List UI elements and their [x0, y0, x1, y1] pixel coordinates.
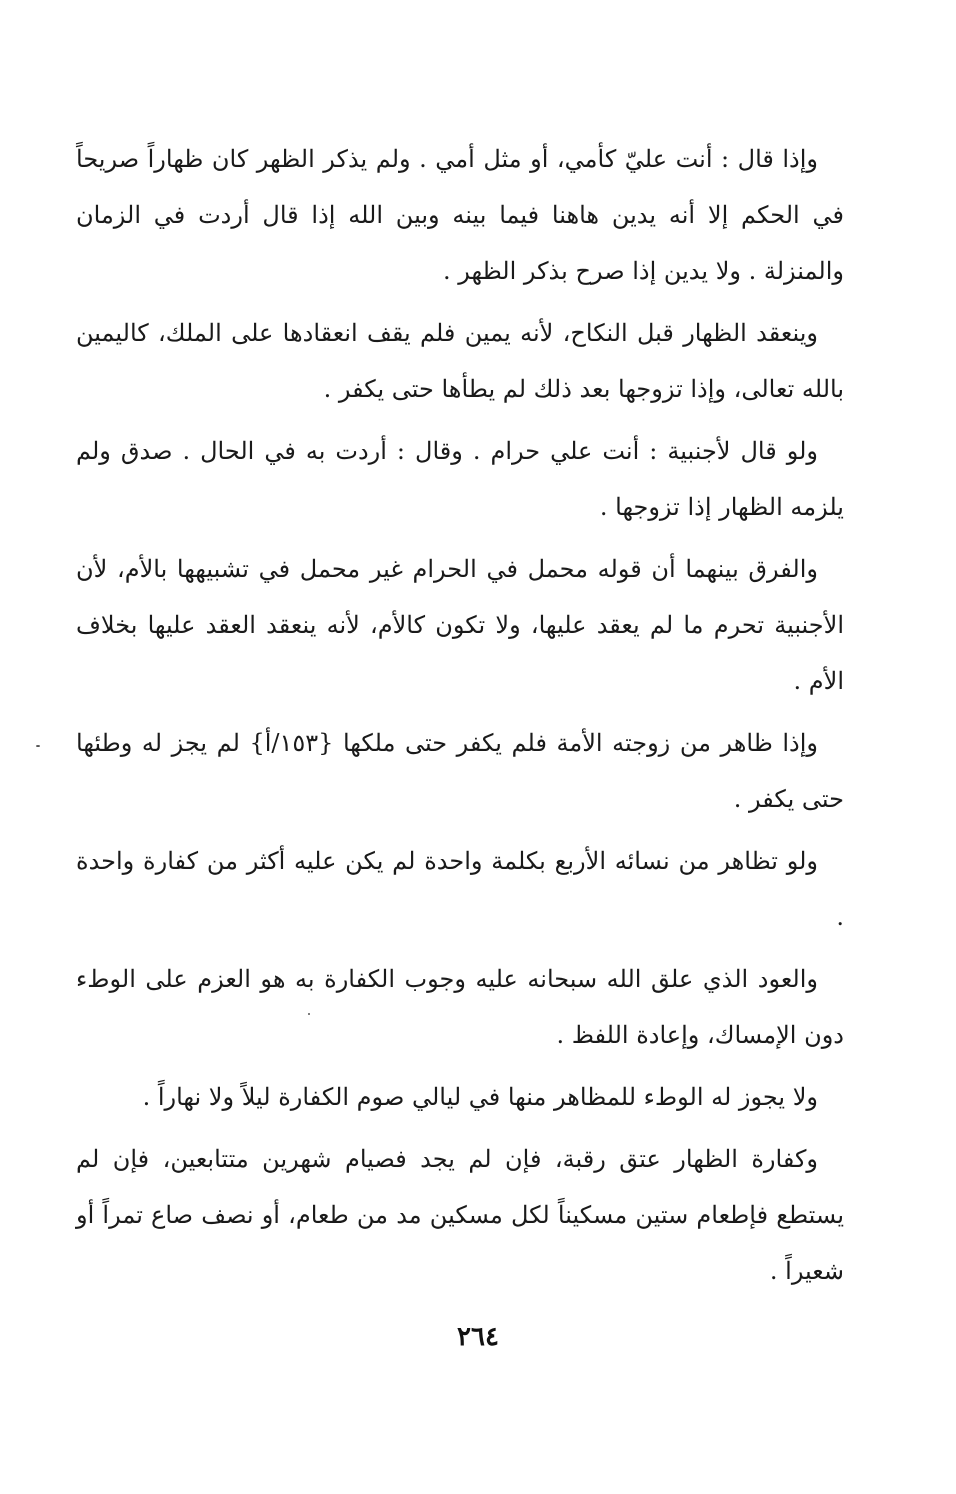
paragraph-1: وإذا قال : أنت عليّ كأمي، أو مثل أمي . ولم يذكر الظهر كان ظهاراً صريحاً في الحكم إلا أنه يدين هاهنا فيما بينه وبين الله إذا قال أردت في الزمان والمنزلة . ولا يدين إذا صرح بذكر الظهر . [76, 145, 844, 285]
scan-speck [308, 1013, 310, 1015]
scan-speck [36, 745, 40, 747]
paragraph-9: وكفارة الظهار عتق رقبة، فإن لم يجد فصيام شهرين متتابعين، فإن لم يستطع فإطعام ستين مسكيناً لكل مسكين مد من طعام، أو نصف صاع تمراً أو شعيراً . [76, 1145, 844, 1285]
page-number: ٢٦٤ [457, 1322, 499, 1352]
paragraph-6: ولو تظاهر من نسائه الأربع بكلمة واحدة لم يكن عليه أكثر من كفارة واحدة . [76, 847, 844, 931]
paragraph-8: ولا يجوز له الوطء للمظاهر منها في ليالي صوم الكفارة ليلاً ولا نهاراً . [142, 1083, 818, 1111]
paragraph-4: والفرق بينهما أن قوله محمل في الحرام غير محمل في تشبيهها بالأم، لأن الأجنبية تحرم ما لم يعقد عليها، ولا تكون كالأم، لأنه ينعقد العقد عليها بخلاف الأم . [76, 555, 844, 695]
paragraph-5: وإذا ظاهر من زوجته الأمة فلم يكفر حتى ملكها {١٥٣/أ} لم يجز له وطئها حتى يكفر . [76, 729, 844, 813]
paragraph-3: ولو قال لأجنبية : أنت علي حرام . وقال : أردت به في الحال . صدق ولم يلزمه الظهار إذا تزوجها . [76, 437, 844, 521]
paragraph-2: وينعقد الظهار قبل النكاح، لأنه يمين فلم يقف انعقادها على الملك، كاليمين بالله تعالى، وإذا تزوجها بعد ذلك لم يطأها حتى يكفر . [76, 319, 844, 403]
body-text [76, 131, 844, 1305]
paragraph-7: والعود الذي علق الله سبحانه عليه وجوب الكفارة به هو العزم على الوطء دون الإمساك، وإعادة اللفظ . [76, 965, 844, 1049]
